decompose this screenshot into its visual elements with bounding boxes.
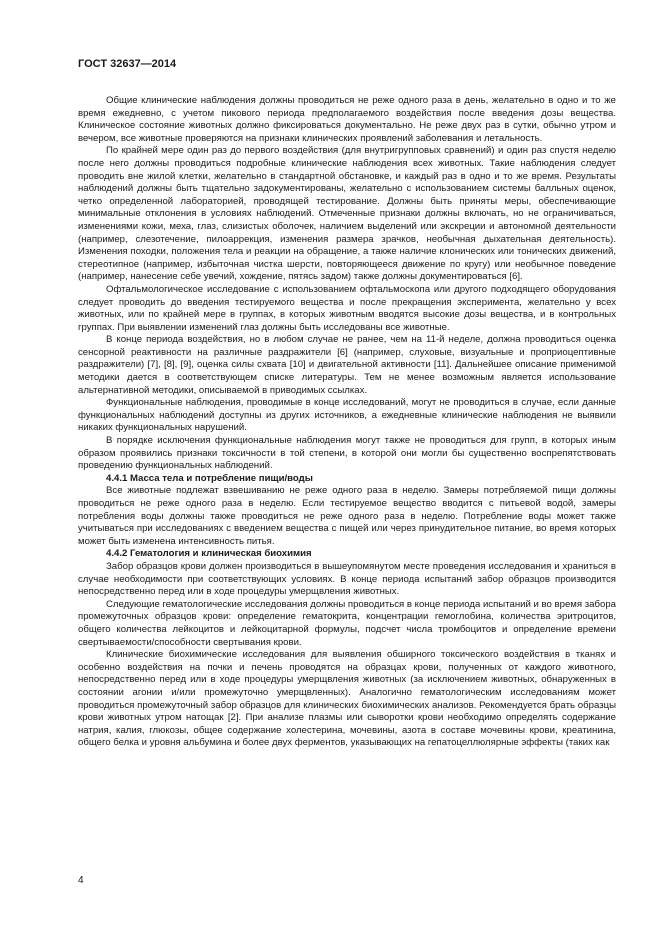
paragraph: Функциональные наблюдения, проводимые в конце исследований, могут не проводиться в случае, если данные функциональных наблюдений доступны из других источников, а ежедневные клинические наблюдения не выявили никаких функциональных нарушений. xyxy=(78,397,616,434)
paragraph: Общие клинические наблюдения должны проводиться не реже одного раза в день, желательно в одно и то же время ежедневно, с учетом пикового периода предполагаемого воздействия после введения дозы вещества. Клиническое состояние животных должно фиксироваться документально. Не реже двух раз в сутки, обычно утром и вечером, все животные проверяются на признаки клинических проявлений заболевания и летальность. xyxy=(78,95,616,144)
paragraph: Все животные подлежат взвешиванию не реже одного раза в неделю. Замеры потребляемой пищи должны проводиться не реже одного раза в неделю. Если тестируемое вещество вводится с питьевой водой, замеры потребления воды должны также проводиться не реже одного раза в неделю. Потребление воды может также учитываться при исследованиях с введением вещества с пищей или через принудительное питание, во время которых может быть изменена интенсивность питья. xyxy=(78,485,616,547)
paragraph: Офтальмологическое исследование с использованием офтальмоскопа или другого подходящего оборудования следует проводить до введения тестируемого вещества и после прекращения эксперимента, желательно у всех животных, или по крайней мере в группах, в которых животным вводятся высокие дозы вещества, и в контрольных группах. При выявлении изменений глаз должны быть исследованы все животные. xyxy=(78,283,616,333)
paragraph: Клинические биохимические исследования для выявления обширного токсического воздействия в тканях и особенно воздействия на почки и печень проводятся на образцах крови, полученных от каждого животного, непосредственно перед или в ходе процедуры умерщвления животных (за исключением животных, обнаруженных в состоянии агонии и/или промежуточно умерщвленных). Аналогично гематологическим исследованиям может проводиться промежуточный забор образцов для клинических биохимических анализов. Рекомендуется брать образцы крови животных утром натощак [2]. При анализе плазмы или сыворотки крови необходимо определять содержание натрия, калия, глюкозы, общее содержание холестерина, мочевины, азота в составе мочевины крови, креатинина, общего белка и уровня альбумина и более двух ферментов, указывающих на гепатоцеллюлярные эффекты (таких как xyxy=(78,649,616,749)
paragraph: По крайней мере один раз до первого воздействия (для внутригрупповых сравнений) и один раз спустя неделю после него должны проводиться подробные клинические наблюдения всех животных. Такие наблюдения следует проводить вне жилой клетки, желательно в стандартной обстановке, и каждый раз в одно и то же время. Результаты наблюдений должны быть тщательно задокументированы, желательно с использованием системы балльных оценок, четко определенной лабораторией, проводящей тестирование. Должны быть приняты меры, обеспечивающие минимальные отклонения в условиях наблюдений. Отмеченные признаки должны включать, но не ограничиваться, изменениями кожи, меха, глаз, слизистых оболочек, наличием выделений или экскреции и автономной деятельности (например, слезотечение, пилоаррекция, изменения размера зрачков, необычная дыхательная деятельность). Изменения походки, положения тела и реакции на обращение, а также наличие клонических или тонических движений, стереотипное (например, избыточная чистка шерсти, повторяющееся движение по кругу) или необычное поведение (например, нанесение себе увечий, хождение, пятясь задом) также должны документироваться [6]. xyxy=(78,145,616,283)
paragraph: В порядке исключения функциональные наблюдения могут также не проводиться для групп, в которых иным образом проявились признаки токсичности в той степени, в которой они могли бы существенно воспрепятствовать проведению функциональных наблюдений. xyxy=(78,435,616,472)
document-body xyxy=(78,95,616,750)
page-number: 4 xyxy=(78,875,84,886)
paragraph: В конце периода воздействия, но в любом случае не ранее, чем на 11-й неделе, должна проводиться оценка сенсорной реактивности на различные раздражители [6] (например, слуховые, визуальные и проприоцептивные раздражители) [7], [8], [9], оценка силы схвата [10] и двигательной активности [11]. Дальнейшее описание применимой методики дается в соответствующем списке литературы. Тем не менее возможным является использование альтернативной методики, описываемой в приводимых ссылках. xyxy=(78,334,616,396)
paragraph: Забор образцов крови должен производиться в вышеупомянутом месте проведения исследования и храниться в случае необходимости при соответствующих условиях. В конце периода испытаний забор образцов производится непосредственно перед или в ходе процедуры умерщвления животных. xyxy=(78,560,616,598)
section-heading-4-4-2: 4.4.2 Гематология и клиническая биохимия xyxy=(106,548,312,560)
section-heading-4-4-1: 4.4.1 Масса тела и потребление пищи/воды xyxy=(106,472,313,484)
paragraph: Следующие гематологические исследования должны проводиться в конце периода испытаний и во время забора промежуточных образцов крови: определение гематокрита, концентрации гемоглобина, количества эритроцитов, общего количества лейкоцитов и лейкоцитарной формулы, подсчет числа тромбоцитов и определение времени свертываемости/способности свертывания крови. xyxy=(78,598,616,648)
standard-header: ГОСТ 32637—2014 xyxy=(78,58,177,70)
